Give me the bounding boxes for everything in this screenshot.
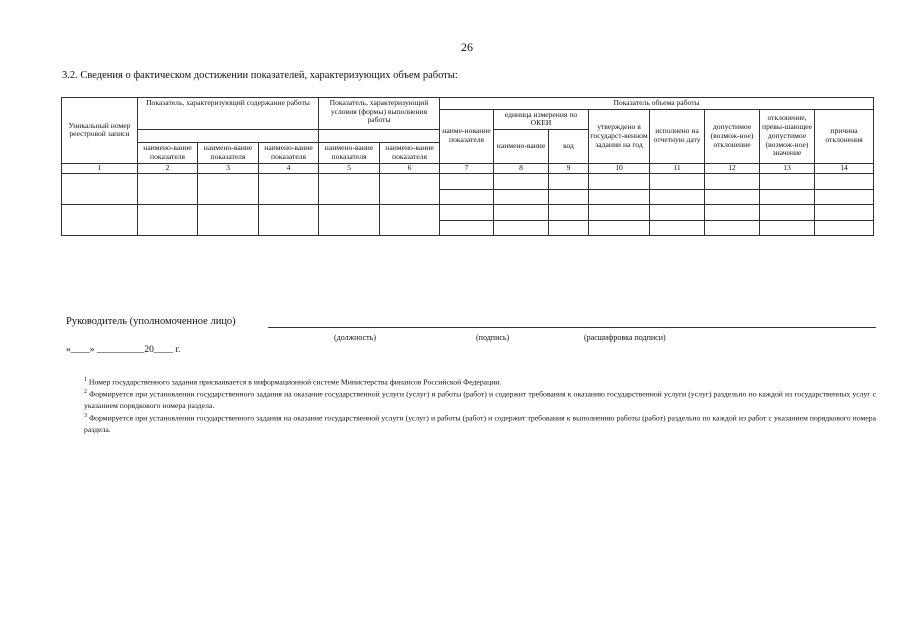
header-sub-name: наимено-вание показателя [380,143,440,163]
column-number: 3 [198,163,259,173]
header-unit-name: наимено-вание [494,130,549,163]
header-allowed-deviation: допустимое (возмож-ное) отклонение [705,109,760,163]
header-deviation-reason: причина отклонения [815,109,874,163]
column-numbers-row [62,163,874,173]
signature-label: Руководитель (уполномоченное лицо) [66,316,236,327]
header-approved: утверждено в государст-венном задании на год [589,109,650,163]
header-conditions-spacer [319,130,440,143]
column-number: 10 [589,163,650,173]
footnote [62,376,876,388]
footnotes [62,376,876,435]
column-number: 12 [705,163,760,173]
volume-indicators-table [61,97,874,236]
caption-position: (должность) [334,333,376,342]
column-number: 8 [494,163,549,173]
header-unit-code: код [549,130,589,163]
footnote-text: Номер государственного задания присваивается в информационной системе Министерства финансов Российской Федерации. [88,377,502,387]
header-sub-name: наимено-вание показателя [259,143,319,163]
header-unique-number: Уникальный номер реестровой записи [62,98,138,164]
column-number: 14 [815,163,874,173]
table-row [62,173,874,189]
signature-block [66,314,876,374]
column-number: 13 [760,163,815,173]
header-executed: исполнено на отчетную дату [650,109,705,163]
header-volume-indicator: Показатель объема работы [440,98,874,110]
column-number: 1 [62,163,138,173]
header-content-indicator: Показатель, характеризующий содержание работы [138,98,319,130]
column-number: 2 [138,163,198,173]
footnote-mark: 1 [84,377,87,383]
date-line: «____» __________20____ г. [66,345,181,355]
column-number: 4 [259,163,319,173]
footnote [62,388,876,412]
header-unit-okei: единица измерения по ОКЕИ [494,109,589,129]
footnote [62,412,876,436]
column-number: 9 [549,163,589,173]
column-number: 5 [319,163,380,173]
header-sub-name: наимено-вание показателя [198,143,259,163]
header-indicator-name: наиме-нование показателя [440,109,494,163]
column-number: 11 [650,163,705,173]
caption-signature: (подпись) [476,333,510,342]
section-title: 3.2. Сведения о фактическом достижении показателей, характеризующих объем работы: [62,70,458,81]
footnote-text: Формируется при установлении государственного задания на оказание государственной услуги (услуг) и работы (работ) и содержит требования к выполнению работы (работ) раздельно по каждой из работ с указанием порядкового номера раздела. [84,413,877,434]
page-number: 26 [461,40,473,54]
header-content-spacer [138,130,319,143]
footnote-text: Формируется при установлении государственного задания на оказание государственной услуги (услуг) и работы (работ) и содержит требования к оказанию государственной услуги (услуг) раздельно по каждой из государственных услуг с указанием порядкового номера раздела. [84,389,877,411]
table-row [62,204,874,220]
header-excess-deviation: отклонение, превы-шающее допустимое (возмож-ное) значение [760,109,815,163]
header-conditions-indicator: Показатель, характеризующий условия (формы) выполнения работы [319,98,440,130]
header-sub-name: наимено-вание показателя [319,143,380,163]
column-number: 7 [440,163,494,173]
caption-signature-decoding: (расшифровка подписи) [584,333,666,342]
column-number: 6 [380,163,440,173]
footnote-mark: 2 [84,389,87,396]
signature-line[interactable] [268,327,876,328]
header-sub-name: наимено-вание показателя [138,143,198,163]
footnote-mark: 3 [84,412,87,419]
